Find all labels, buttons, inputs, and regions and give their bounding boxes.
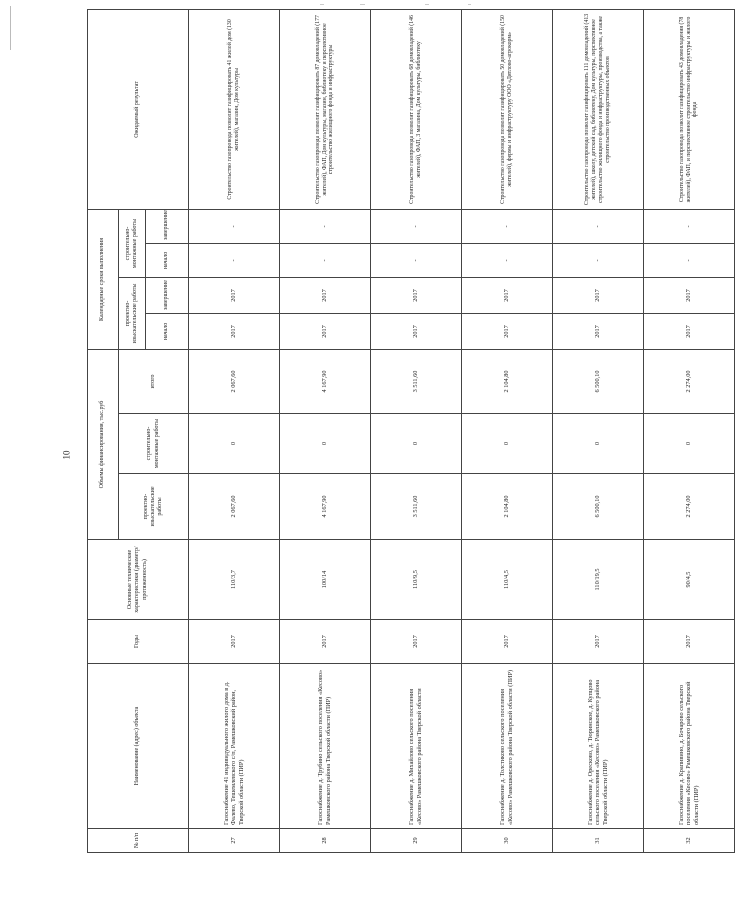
col-smr-header: строительно-монтажные работы <box>119 414 189 474</box>
row-number: 28 <box>280 829 371 853</box>
row-total-cost: 2 274,00 <box>644 349 735 413</box>
row-pir-start: 2017 <box>644 313 735 349</box>
row-smr-end: - <box>462 209 553 243</box>
row-smr-start: - <box>553 243 644 277</box>
table-row <box>371 9 462 852</box>
row-number: 31 <box>553 829 644 853</box>
row-number: 27 <box>189 829 280 853</box>
col-pir-header: проектно-изыскательские работы <box>119 474 189 540</box>
table-row <box>280 9 371 852</box>
object-name: Газоснабжение д. Оресково, д. Тюринское, д. Купцово сельского поселения «Кесово» Рамешковского района Тверской области (ПИР) <box>553 664 644 829</box>
row-smr-end: - <box>280 209 371 243</box>
row-smr-cost: 0 <box>553 414 644 474</box>
row-pir-cost: 6 500,10 <box>553 474 644 540</box>
row-pir-start: 2017 <box>553 313 644 349</box>
table-container <box>80 0 700 905</box>
row-smr-cost: 0 <box>644 414 735 474</box>
row-year: 2017 <box>644 620 735 664</box>
table-header <box>88 9 189 852</box>
financing-header: Объемы финансирования, тыс.руб <box>88 349 119 539</box>
row-year: 2017 <box>553 620 644 664</box>
row-pir-cost: 4 167,90 <box>280 474 371 540</box>
row-pir-start: 2017 <box>280 313 371 349</box>
smr-end-header: завершение <box>146 209 189 243</box>
table-row <box>644 9 735 852</box>
row-total-cost: 2 104,80 <box>462 349 553 413</box>
row-year: 2017 <box>462 620 553 664</box>
row-smr-end: - <box>189 209 280 243</box>
col-total-header: итого <box>119 349 189 413</box>
calendar-header: Календарные сроки выполнения <box>88 209 119 349</box>
row-result: Строительство газопровода позволит газифицировать 68 домовладений (146 жителей), ФАП, 3 магазина, Дом культуры, библиотеку <box>371 9 462 209</box>
pir-start-header: начало <box>146 313 189 349</box>
row-total-cost: 3 511,60 <box>371 349 462 413</box>
objects-table <box>87 9 735 853</box>
row-total-cost: 2 067,60 <box>189 349 280 413</box>
pir-end-header: завершение <box>146 277 189 313</box>
row-pir-end: 2017 <box>644 277 735 313</box>
row-smr-start: - <box>644 243 735 277</box>
row-result: Строительство газопровода позволит газифицировать 43 домовладения (78 жителей), ФАП, и перспективное строительство инфраструктуры и жилого фонда <box>644 9 735 209</box>
row-smr-end: - <box>553 209 644 243</box>
row-number: 29 <box>371 829 462 853</box>
col-result-header: Ожидаемый результат <box>88 9 189 209</box>
row-pir-start: 2017 <box>371 313 462 349</box>
row-smr-cost: 0 <box>189 414 280 474</box>
row-number: 32 <box>644 829 735 853</box>
row-result: Строительство газопровода позволит газифицировать 41 жилой дом (130 жителей), магазин, Дом культуры <box>189 9 280 209</box>
row-smr-start: - <box>280 243 371 277</box>
row-pir-cost: 2 104,80 <box>462 474 553 540</box>
row-smr-cost: 0 <box>462 414 553 474</box>
row-total-cost: 6 500,10 <box>553 349 644 413</box>
row-smr-start: - <box>189 243 280 277</box>
pir-period-header: проектно-изыскательские работы <box>119 277 146 349</box>
object-name: Газоснабжение д. Михайлово сельского поселения «Кесово» Рамешковского района Тверской области <box>371 664 462 829</box>
row-pir-end: 2017 <box>553 277 644 313</box>
row-pir-cost: 3 511,60 <box>371 474 462 540</box>
col-name-header: Наименование (адрес) объекта <box>88 664 189 829</box>
row-pir-end: 2017 <box>462 277 553 313</box>
row-smr-start: - <box>371 243 462 277</box>
row-smr-end: - <box>371 209 462 243</box>
row-spec: 100/14 <box>280 540 371 620</box>
row-pir-end: 2017 <box>280 277 371 313</box>
object-name: Газоснабжение д. Трубино сельского поселения «Кесово» Рамешковского района Тверской области (ПИР) <box>280 664 371 829</box>
row-pir-start: 2017 <box>462 313 553 349</box>
table-row <box>462 9 553 852</box>
row-year: 2017 <box>371 620 462 664</box>
row-pir-cost: 2 274,00 <box>644 474 735 540</box>
col-years-header: Годы <box>88 620 189 664</box>
row-pir-cost: 2 067,60 <box>189 474 280 540</box>
row-number: 30 <box>462 829 553 853</box>
table-row <box>189 9 280 852</box>
row-spec: 110/3,7 <box>189 540 280 620</box>
object-name: Газоснабжение д. Крапивино, д. Бочарово сельского поселения «Кесово» Рамешковского района Тверской области (ПИР) <box>644 664 735 829</box>
row-pir-start: 2017 <box>189 313 280 349</box>
row-smr-cost: 0 <box>371 414 462 474</box>
row-spec: 110/4,5 <box>462 540 553 620</box>
row-smr-end: - <box>644 209 735 243</box>
smr-period-header: строительно-монтажные работы <box>119 209 146 277</box>
row-spec: 110/9,5 <box>371 540 462 620</box>
scan-edge-mark <box>10 6 11 50</box>
row-year: 2017 <box>189 620 280 664</box>
table-row <box>553 9 644 852</box>
table-body <box>189 9 735 852</box>
smr-start-header: начало <box>146 243 189 277</box>
object-name: Газоснабжение д. Толстиково сельского поселения «Кесово» Рамешковского района Тверской области (ПИР) <box>462 664 553 829</box>
row-spec: 90/4,5 <box>644 540 735 620</box>
row-result: Строительство газопровода позволит газифицировать 87 домовладений (177 жителей), ФАП, Дом культуры, магазин, библиотеку и перспективное строительство жилищного фонда и инфраструктуры <box>280 9 371 209</box>
row-result: Строительство газопровода позволит газифицировать 50 домовладений (150 жителей), фермы и инфраструктуру ООО «Дятлово-агрокорм» <box>462 9 553 209</box>
row-smr-start: - <box>462 243 553 277</box>
row-year: 2017 <box>280 620 371 664</box>
row-pir-end: 2017 <box>189 277 280 313</box>
row-pir-end: 2017 <box>371 277 462 313</box>
col-num-header: № п/п <box>88 829 189 853</box>
rotated-sheet <box>87 10 700 853</box>
row-spec: 110/19,5 <box>553 540 644 620</box>
col-specs-header: Основные технические характеристики (диаметр/протяженность) <box>88 540 189 620</box>
row-smr-cost: 0 <box>280 414 371 474</box>
page-number: 10 <box>61 450 72 460</box>
object-name: Газоснабжение 41 индивидуального жилого дома в д. Фалево, Тешемлевского с/п, Рамешковский район, Тверской области (ПИР) <box>189 664 280 829</box>
row-total-cost: 4 167,90 <box>280 349 371 413</box>
row-result: Строительство газопровода позволит газифицировать 111 домовладений (413 жителей), школу, детский сад, библиотеку, Дом культуры, перспективное строительство жилищного фонда и инфраструктуры, производства, а также строительство производственных объектов <box>553 9 644 209</box>
